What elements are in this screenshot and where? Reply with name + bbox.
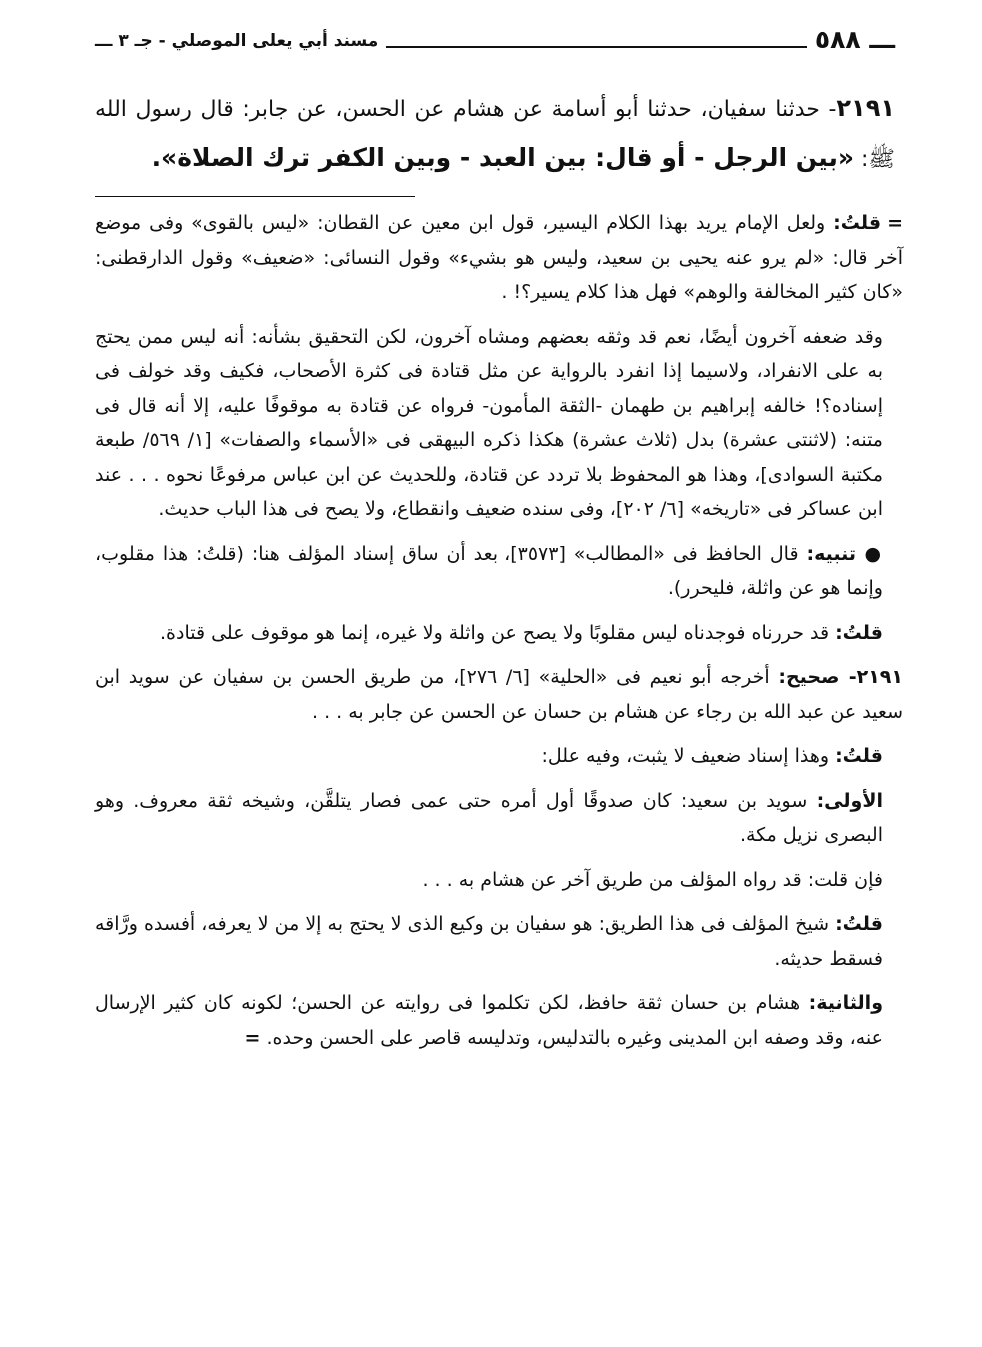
footnote-label: ٢١٩١- صحيح: (778, 666, 903, 688)
footnote-paragraph (95, 986, 883, 1055)
footnote-text: قد حررناه فوجدناه ليس مقلوبًا ولا يصح عن واثلة ولا غيره، إنما هو موقوف على قتادة. (159, 621, 830, 644)
hadith-text (95, 84, 895, 184)
footnote-text: سويد بن سعيد: كان صدوقًا أول أمره حتى عمى فصار يتلقَّن، وشيخه ثقة معروف. وهو البصرى نزيل مكة. (95, 789, 883, 846)
footnote-text: شيخ المؤلف فى هذا الطريق: هو سفيان بن وكيع الذى لا يحتج به إلا من لا يعرفه، أفسده ورَّاقه فسقط حديثه. (95, 913, 883, 970)
hadith-quote: «بين الرجل - أو قال: بين العبد - وبين الكفر ترك الصلاة». (151, 143, 854, 172)
footnote-paragraph (95, 537, 883, 606)
footnote-label: قلتُ: (835, 621, 883, 644)
footnote-label: الأولى: (816, 789, 883, 812)
footnote-paragraph (95, 206, 903, 310)
footnote-text: ولعل الإمام يريد بهذا الكلام اليسير، قول ابن معين عن القطان: «ليس بالقوى» وفى موضع آخر قال: «لم يرو عنه يحيى بن سعيد، وليس هو بشيء» وقول النسائى: «ضعيف» وقول الدارقطنى: «كان كثير المخالفة والوهم» فهل هذا كلام يسير؟! . (95, 212, 903, 303)
continuation-mark: = (244, 1026, 261, 1049)
footnotes (95, 206, 903, 1065)
footnote-label: قلتُ: (835, 745, 883, 767)
footnote-text: أخرجه أبو نعيم فى «الحلية» [٦/ ٢٧٦]، من طريق الحسن بن سفيان عن سويد ابن سعيد عن عبد الله بن رجاء عن هشام بن حسان عن الحسن عن جابر به . . . (95, 666, 903, 723)
running-title: مسند أبي يعلى الموصلي - جـ ٣ ـــ (95, 28, 386, 54)
hadith-number: ٢١٩١ (836, 94, 895, 122)
footnote-paragraph (95, 616, 883, 651)
footnote-label: قلتُ: (833, 212, 882, 234)
continuation-mark: = (887, 212, 903, 234)
footnote-paragraph: وقد ضعفه آخرون أيضًا، نعم قد وثقه بعضهم ومشاه آخرون، لكن التحقيق بشأنه: أنه ليس ممن يحتج به على الانفراد، ولاسيما إذا انفرد بالرواية عن مثل قتادة فى كثرة الأصحاب، فكيف وقد خولف فى إسناده؟! خالفه إبراهيم بن طهمان -الثقة المأمون- فرواه عن قتادة به موقوفًا عليه، إلا أنه قال فى متنه: (لاثنتى عشرة) بدل (ثلاث عشرة) هكذا ذكره البيهقى فى «الأسماء والصفات» [١/ ٥٦٩/ طبعة مكتبة السوادى]، وهذا هو المحفوظ بلا تردد عن قتادة، وللحديث عن ابن عباس مرفوعًا نحوه . . . عند ابن عساكر فى «تاريخه» [٦/ ٢٠٢]، وفى سنده ضعيف وانقطاع، ولا يصح فى هذا الباب حديث. (95, 325, 883, 520)
footnote-text: قال الحافظ فى «المطالب» [٣٥٧٣]، بعد أن ساق إسناد المؤلف هنا: (قلتُ: هذا مقلوب، وإنما هو عن واثلة، فليحرر). (95, 542, 883, 599)
footnote-label: ● تنبيه: (806, 542, 883, 565)
page-header (95, 22, 895, 62)
page-number: ـــ ٥٨٨ (807, 24, 895, 56)
footnote-paragraph (95, 660, 903, 729)
footnote-text: هشام بن حسان ثقة حافظ، لكن تكلموا فى روايته عن الحسن؛ لكونه كان كثير الإرسال عنه، وقد وصفه ابن المدينى وغيره بالتدليس، وتدليسه قاصر على الحسن وحده. (95, 992, 883, 1049)
footnote-paragraph: فإن قلت: قد رواه المؤلف من طريق آخر عن هشام به . . . (422, 868, 883, 891)
footnote-label: قلتُ: (835, 913, 883, 935)
footnote-paragraph (95, 739, 883, 774)
footnote-label: والثانية: (808, 992, 883, 1014)
footnote-divider (95, 196, 415, 197)
hadith-chain: - حدثنا سفيان، حدثنا أبو أسامة عن هشام عن الحسن، عن جابر: قال رسول الله ﷺ: (95, 97, 895, 172)
footnote-paragraph (95, 907, 883, 976)
footnote-paragraph (95, 784, 883, 853)
footnote-text: وهذا إسناد ضعيف لا يثبت، وفيه علل: (541, 745, 830, 767)
